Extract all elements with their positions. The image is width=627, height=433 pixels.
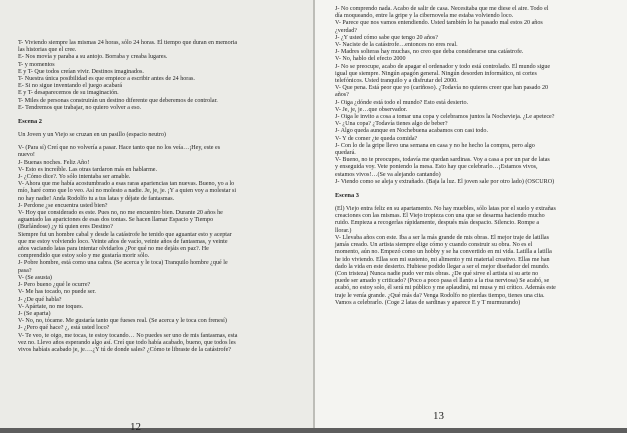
text-line: J- ¿Cómo dice?. Yo sólo intentaba ser amable. bbox=[18, 174, 131, 181]
text-line: día moqueando, entre la gripe y la cibernovela me estaba volviendo loco. bbox=[335, 13, 514, 20]
text-line: que me estoy volviendo loco. Veinte años de vacío, veinte años de fantasmas, y veinte bbox=[18, 238, 228, 245]
text-line: llorar.) bbox=[335, 227, 352, 234]
text-line: estamos vivos!…(Se va alejando cantando) bbox=[335, 171, 441, 178]
text-line: V- No, hablo del efecto 2000 bbox=[335, 56, 406, 63]
text-line: dado la vida en este desierto. Hubiese podido llegar a ser el mejor diseñador del mundo. bbox=[335, 263, 550, 270]
scene-3-heading: Escena 3 bbox=[335, 192, 359, 200]
text-line: Siempre fui un hombre cabal y desde la catástrofe he tenido que aguantar esto y aceptar bbox=[18, 231, 232, 238]
text-line: J- Madres solteras hay muchas, no creo que deba considerarse una catástrofe. bbox=[335, 49, 524, 56]
text-line: V- (Se asusta) bbox=[18, 274, 52, 281]
text-line: J- Pero bueno ¿qué le ocurre? bbox=[18, 282, 91, 289]
text-line: J- Con lo de la gripe llevo una semana en casa y no he hecho la compra, pero algo bbox=[335, 142, 535, 149]
text-line: V- Bueno, no te preocupes, todavía me quedan sardinas. Voy a casa a por un par de latas bbox=[335, 157, 550, 164]
text-line: ruido. Empieza a recogerlas rápidamente, después más despacio. Silencio. Rompe a bbox=[335, 220, 540, 227]
text-line: J- No comprendo nada. Acabo de salir de casa. Necesitaba que me diese el aire. Todo el bbox=[335, 6, 549, 12]
right-page-number: 13 bbox=[433, 410, 444, 422]
text-line: las historias que el cree. bbox=[18, 47, 77, 54]
text-line: telefónicos. Usted tranquilo y a disfrutar del 2000. bbox=[335, 78, 458, 85]
text-line: V- No, no, tócame. Me gustaría tanto que fueses real. (Se acerca y le toca con frenesí) bbox=[18, 318, 227, 325]
text-line: V- Apártate, no me toques. bbox=[18, 303, 84, 310]
text-line: V- Que pena. Está peor que yo (cariñoso). ¿Todavía no quieres creer que han pasado 20 bbox=[335, 85, 549, 92]
text-line: V- Ahora que me había acostumbrado a esas raras apariencias tan nuevas. Bueno, yo a lo bbox=[18, 181, 235, 188]
text-line: (Burlándose) ¿y tú quien eres Destino? bbox=[18, 224, 113, 231]
text-line: V- Te veo, te oigo, me tocas, te estoy tocando… No puedes ser uno de mis fantasmas, esta bbox=[18, 332, 238, 339]
right-dialogue-block-b bbox=[335, 206, 615, 307]
text-line: V- ¿Una copa? ¿Todavía tienes algo de beber? bbox=[335, 121, 448, 128]
text-line: J- Buenas noches. Feliz Año! bbox=[18, 159, 90, 166]
text-line: J- ¿De qué habla? bbox=[18, 296, 62, 303]
text-line: he ido viviendo. Ellas son mi sustento, mi alimento y mi material creativo. Ellas me han bbox=[335, 256, 550, 263]
text-line: J- Perdone ¿se encuentra usted bien? bbox=[18, 202, 108, 209]
text-line: V- Llevaba años con este. Iba a ser la más grande de mis obras. El mejor traje de latillas bbox=[335, 234, 549, 241]
text-line: J- Algo queda aunque en Nochebuena acabamos con casi todo. bbox=[335, 128, 488, 135]
text-line: J- ¿Pero qué hace? ¿, está usted loco? bbox=[18, 325, 110, 332]
text-line: (El) Viejo entra feliz en su apartamento. No hay muebles, sólo latas por el suelo y extrañas bbox=[335, 206, 556, 213]
text-line: vivos habíais acabado je, je….¿Y tú de donde sales? ¿Cómo te libraste de la catástrofe? bbox=[18, 346, 231, 353]
text-line: V- Parece que nos vamos entendiendo. Usted también lo ha pasado mal estos 20 años bbox=[335, 20, 543, 27]
left-page-number: 12 bbox=[130, 421, 141, 433]
text-line: no hay nadie! Anda Rodolfo tu a tus latas y déjate de fantasmas. bbox=[18, 195, 175, 202]
scene-2-heading: Escena 2 bbox=[18, 118, 42, 126]
text-line: traje le venía grande. ¿Qué más da? Venga Rodolfo no pierdas tiempo, tienes una cita. bbox=[335, 292, 545, 299]
text-line: T- Miles de personas construirán un destino diferente que deberemos de controlar. bbox=[18, 97, 218, 104]
text-line: creaciones con las mismas. El Viejo tropieza con una que se desarma haciendo mucho bbox=[335, 213, 545, 220]
text-line: pasa? bbox=[18, 267, 32, 274]
text-line: J- Viendo como se aleja y extrañado. (Baja la luz. El joven sale por otro lado) (OSCURO) bbox=[335, 178, 555, 185]
text-line: J- (Se aparta) bbox=[18, 310, 51, 317]
text-line: E- Tendremos que trabajar, no quiero volver a eso. bbox=[18, 104, 142, 111]
text-line: años vaciando latas para intentar olvidarlos ¿Por qué no me dejáis en paz?. He bbox=[18, 246, 209, 253]
text-line: T- y momentos bbox=[18, 61, 55, 68]
text-line: V- (Para sí) Creí que no volvería a pasar. Hace tanto que no los veía…¡Hey, este es bbox=[18, 145, 221, 152]
text-line: E- Nos movía y paraba a su antojo. Borraba y creaba lugares. bbox=[18, 54, 168, 61]
right-page bbox=[315, 0, 627, 428]
text-line: quedará. bbox=[335, 150, 356, 157]
text-line: (Con tristeza) Nunca nadie pudo ver mis obras. ¿De qué sirve el artista si su arte no bbox=[335, 270, 539, 277]
text-line: Vamos a celebrarlo. (Coge 2 latas de sardinas y aparece E y T murmurando) bbox=[335, 299, 521, 306]
text-line: momento, aún no. Empezó como un hobby y se ha convertido en mi vida. Latilla a latilla bbox=[335, 249, 552, 256]
text-line: T- Viviendo siempre las mismas 24 horas, sólo 24 horas. El tiempo que duran en memoria bbox=[18, 40, 238, 46]
text-line: nuevo! bbox=[18, 152, 35, 159]
text-line: acabó, no estoy solo, él será mi público y me aplaudirá, mi musa y mi crítico. Además este bbox=[335, 285, 556, 292]
left-dialogue-block-a bbox=[18, 40, 297, 112]
text-line: E y T- Que todos creían vivir. Destinos imaginados. bbox=[18, 68, 144, 75]
text-line: y enseguida voy. Vete poniendo la mesa. Esto hay que celebrarlo…¡Estamos vivos, bbox=[335, 164, 538, 171]
scene-2-stage-direction: Un Joven y un Viejo se cruzan en un pasillo (espacio neutro) bbox=[18, 132, 166, 139]
text-line: puede ser amado y criticado? (Poco a poco pasa el llanto a la risa nerviosa) Se acabó, se bbox=[335, 278, 550, 285]
text-line: V- Me has tocado, no puede ser. bbox=[18, 289, 96, 296]
text-line: J- Oiga le invito a cosa a tomar una copa y celebramos juntos la Nochevieja. ¿Le apetece? bbox=[335, 114, 555, 121]
text-line: J- No se preocupe, acabo de apagar el ordenador y todo está controlado. El mundo sigue bbox=[335, 63, 551, 70]
text-line: V- Hoy que considerado es este. Pues no, no me encuentro bien. Durante 20 años he bbox=[18, 210, 223, 217]
left-dialogue-block-b bbox=[18, 145, 297, 354]
text-line: años? bbox=[335, 92, 349, 99]
text-line: mío, haré como que lo veo. Así no molesto a nadie. Je, je, je. ¡Y a quien voy a molestar si bbox=[18, 188, 237, 195]
text-line: T- Nuestra única posibilidad es que empiece a escribir antes de 24 horas. bbox=[18, 76, 195, 83]
text-line: V- Je, je, je…que observador. bbox=[335, 106, 408, 113]
text-line: J- Oiga ¿dónde está todo el mundo? Esto está desierto. bbox=[335, 99, 469, 106]
text-line: E- Si no sigue inventando el juego acabará bbox=[18, 83, 123, 90]
text-line: ¿verdad? bbox=[335, 27, 357, 34]
text-line: jamás creado. Un artista siempre elige cómo y cuando construir su obra. No es el bbox=[335, 242, 533, 249]
text-line: E y T- desaparecemos de su imaginación. bbox=[18, 90, 119, 97]
left-page bbox=[0, 0, 313, 428]
text-line: comprendido que estoy solo y me gustaría morir sólo. bbox=[18, 253, 150, 260]
text-line: vez no. Llevo años esperando algo así. Creí que todo había acabado, bueno, que todos les bbox=[18, 339, 236, 346]
text-line: V- Naciste de la catástrofe…entonces no eres real. bbox=[335, 42, 458, 49]
text-line: igual que siempre. Ningún apagón general. Ningún desorden informático, ni cortes bbox=[335, 70, 537, 77]
text-line: V- Esto es increíble. Las otras tardaron más en hablarme. bbox=[18, 166, 158, 173]
text-line: J- Pobre hombre, está como una cabra. (Se acerca y le toca) Tranquilo hombre ¿qué le bbox=[18, 260, 228, 267]
right-dialogue-block-a bbox=[335, 6, 615, 186]
text-line: aguantado las apariciones de esas dos tontas. Se hacen llamar Espacio y Tiempo bbox=[18, 217, 214, 224]
text-line: V- Y de comer ¿te queda comida? bbox=[335, 135, 418, 142]
text-line: J- ¿Y usted cómo sabe que tengo 20 años? bbox=[335, 34, 439, 41]
